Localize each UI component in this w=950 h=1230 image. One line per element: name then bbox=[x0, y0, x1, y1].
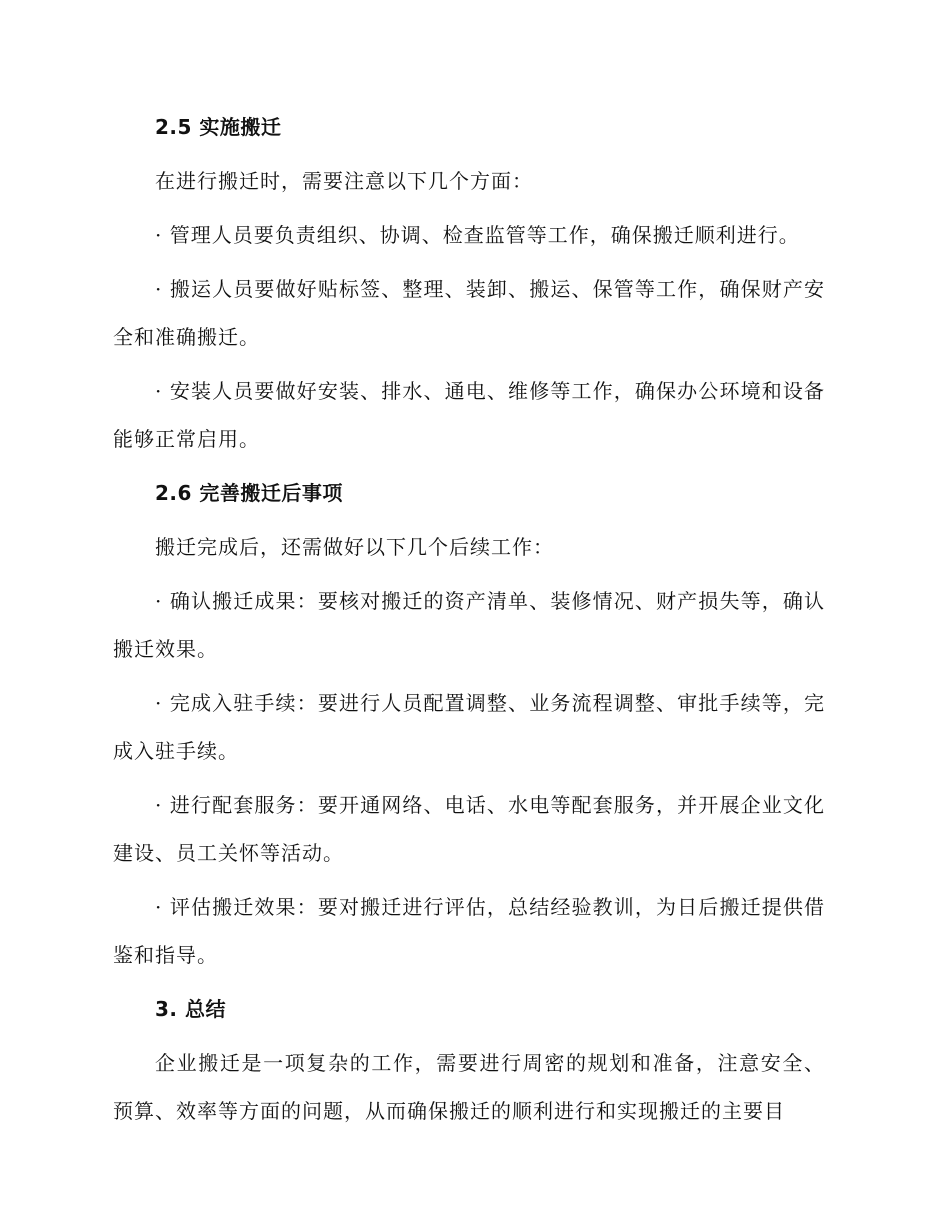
bullet-paragraph: · 搬运人员要做好贴标签、整理、装卸、搬运、保管等工作，确保财产安全和准确搬迁。 bbox=[113, 277, 825, 349]
section-2-5 bbox=[113, 103, 825, 463]
paragraph: 搬迁完成后，还需做好以下几个后续工作： bbox=[155, 535, 554, 559]
bullet-paragraph: · 完成入驻手续：要进行人员配置调整、业务流程调整、审批手续等，完成入驻手续。 bbox=[113, 691, 825, 763]
bullet-paragraph: · 进行配套服务：要开通网络、电话、水电等配套服务，并开展企业文化建设、员工关怀等活动。 bbox=[113, 793, 825, 865]
section-3 bbox=[113, 985, 825, 1135]
bullet-paragraph: · 确认搬迁成果：要核对搬迁的资产清单、装修情况、财产损失等，确认搬迁效果。 bbox=[113, 589, 825, 661]
paragraph: 在进行搬迁时，需要注意以下几个方面： bbox=[155, 169, 533, 193]
section-heading: 2.5 实施搬迁 bbox=[155, 115, 282, 139]
paragraph: 企业搬迁是一项复杂的工作，需要进行周密的规划和准备，注意安全、预算、效率等方面的问题，从而确保搬迁的顺利进行和实现搬迁的主要目 bbox=[113, 1051, 825, 1123]
bullet-paragraph: · 评估搬迁效果：要对搬迁进行评估，总结经验教训，为日后搬迁提供借鉴和指导。 bbox=[113, 895, 825, 967]
document-page bbox=[113, 103, 825, 1141]
bullet-paragraph: · 管理人员要负责组织、协调、检查监管等工作，确保搬迁顺利进行。 bbox=[155, 223, 800, 247]
section-2-6 bbox=[113, 469, 825, 979]
section-heading: 3. 总结 bbox=[155, 997, 226, 1021]
bullet-paragraph: · 安装人员要做好安装、排水、通电、维修等工作，确保办公环境和设备能够正常启用。 bbox=[113, 379, 825, 451]
section-heading: 2.6 完善搬迁后事项 bbox=[155, 481, 343, 505]
